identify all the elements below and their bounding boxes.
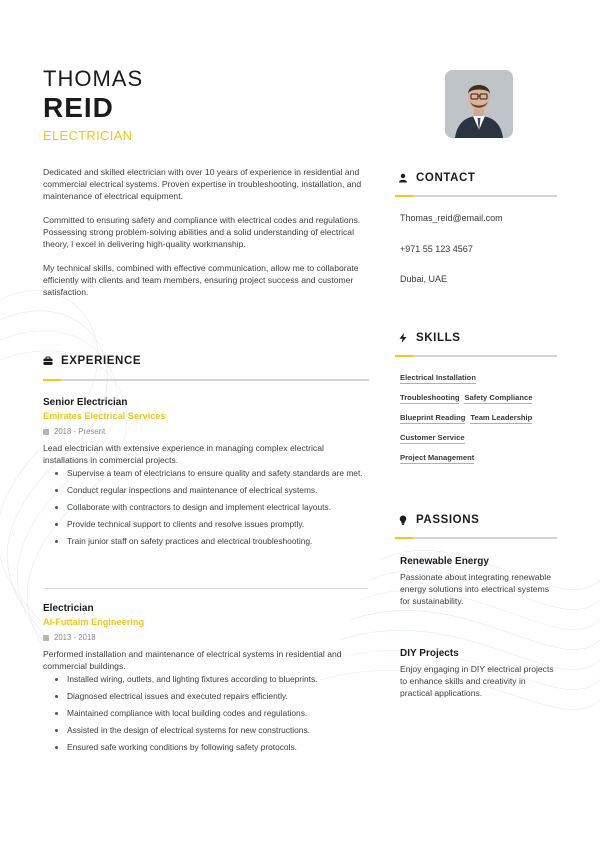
job-bullet: Maintained compliance with local building codes and regulations. (55, 708, 371, 719)
job-dates (43, 427, 371, 436)
profile-photo (445, 70, 513, 138)
passion-title: DIY Projects (400, 648, 459, 659)
job-bullet: Provide technical support to clients and resolve issues promptly. (55, 519, 371, 530)
first-name: THOMAS (43, 66, 144, 91)
job-entry (43, 603, 371, 759)
contact-email[interactable]: Thomas_reid@email.com (400, 213, 503, 223)
skill-tag: Troubleshooting (400, 393, 460, 402)
passions-divider (395, 537, 557, 539)
job-bullet: Collaborate with contractors to design and implement electrical layouts. (55, 502, 371, 513)
passion-description: Enjoy engaging in DIY electrical projects to enhance skills and creativity in practical applications. (400, 664, 554, 698)
briefcase-icon (43, 356, 53, 366)
job-bullets (43, 468, 371, 547)
job-dates (43, 633, 371, 642)
job-dates-text: 2013 - 2018 (54, 633, 96, 642)
job-entry (43, 397, 371, 553)
job-title: ELECTRICIAN (43, 128, 133, 143)
contact-divider (395, 195, 557, 197)
job-bullet: Train junior staff on safety practices and electrical troubleshooting. (55, 536, 371, 547)
calendar-icon (43, 635, 49, 641)
job-description: Lead electrician with extensive experience in managing complex electrical installations in commercial projects. (43, 443, 324, 465)
skill-row (400, 393, 560, 404)
passions-heading-label: PASSIONS (416, 514, 480, 526)
job-description: Performed installation and maintenance of electrical systems in residential and commercial buildings. (43, 649, 342, 671)
calendar-icon (43, 429, 49, 435)
contact-phone[interactable]: +971 55 123 4567 (400, 244, 473, 254)
skill-tag: Safety Compliance (464, 393, 533, 402)
skill-row (400, 433, 560, 444)
contact-location: Dubai, UAE (400, 274, 448, 284)
accent-bar (395, 195, 413, 197)
job-bullet: Ensured safe working conditions by following safety protocols. (55, 742, 371, 753)
summary-paragraph: My technical skills, combined with effective communication, allow me to collaborate efficiently with clients and team members, ensuring project success and customer satisfaction. (43, 263, 359, 297)
accent-bar (395, 537, 413, 539)
accent-bar (395, 355, 413, 357)
passions-heading (398, 514, 479, 526)
job-bullet: Conduct regular inspections and maintenance of electrical systems. (55, 485, 371, 496)
skill-tag: Project Management (400, 453, 475, 462)
job-bullet: Assisted in the design of electrical systems for new constructions. (55, 725, 371, 736)
experience-divider (43, 379, 369, 381)
summary-paragraph: Dedicated and skilled electrician with over 10 years of experience in residential and commercial electrical systems. Proven expertise in troubleshooting, installation, and maintenance of electrical equipment. (43, 167, 362, 201)
skills-list (400, 373, 560, 473)
job-dates-text: 2018 - Present (54, 427, 106, 436)
job-role: Senior Electrician (43, 397, 128, 408)
experience-heading (43, 355, 141, 367)
passion-item (400, 648, 560, 699)
passion-title: Renewable Energy (400, 556, 489, 567)
skill-row (400, 453, 560, 464)
job-bullet: Supervise a team of electricians to ensure quality and safety standards are met. (55, 468, 371, 479)
contact-heading (398, 172, 476, 184)
passion-description: Passionate about integrating renewable energy solutions into electrical systems for sustainability. (400, 572, 551, 606)
skill-tag: Blueprint Reading (400, 413, 466, 422)
job-bullet: Installed wiring, outlets, and lighting fixtures according to blueprints. (55, 674, 371, 685)
passion-item (400, 556, 560, 607)
skills-divider (395, 355, 557, 357)
skill-row (400, 373, 560, 384)
skills-heading-label: SKILLS (416, 332, 461, 344)
job-bullets (43, 674, 371, 753)
job-bullet: Diagnosed electrical issues and executed repairs efficiently. (55, 691, 371, 702)
last-name: REID (43, 92, 114, 123)
experience-heading-label: EXPERIENCE (61, 355, 142, 367)
skills-heading (398, 332, 461, 344)
user-icon (398, 173, 408, 183)
bolt-icon (398, 333, 408, 343)
skill-tag: Team Leadership (470, 413, 533, 422)
skill-row (400, 413, 560, 424)
lightbulb-icon (398, 515, 408, 525)
contact-heading-label: CONTACT (416, 172, 476, 184)
job-role: Electrician (43, 603, 94, 614)
accent-bar (43, 379, 61, 381)
job-divider (43, 588, 368, 589)
skill-tag: Electrical Installation (400, 373, 476, 382)
summary-paragraph: Committed to ensuring safety and compliance with electrical codes and regulations. Possessing strong problem-solving abilities and a solid understanding of electrical theory, I excel in delivering high-quality workmanship. (43, 215, 361, 249)
job-company: Emirates Electrical Services (43, 411, 166, 421)
skill-tag: Customer Service (400, 433, 465, 442)
job-company: Al-Futtaim Engineering (43, 617, 145, 627)
summary (43, 166, 373, 310)
